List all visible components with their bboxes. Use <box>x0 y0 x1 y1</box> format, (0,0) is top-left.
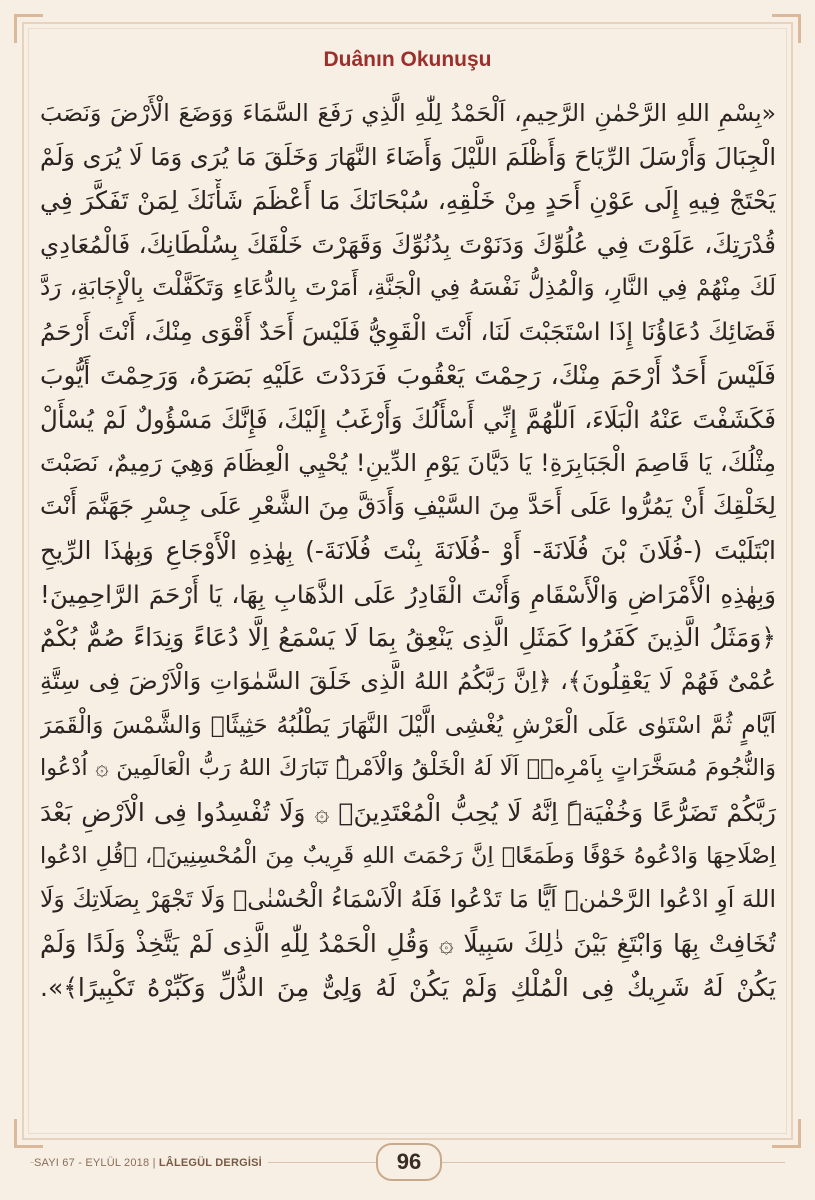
text-line: وَبِهٰذِهِ الْأَمْرَاضِ وَالْأَسْقَامِ وَأَنْتَ الْقَادِرُ عَلَى الذَّهَابِ بِهَا، يَا أَرْحَمَ الرَّاحِمِينَ! <box>40 579 776 609</box>
corner-ornament <box>14 14 43 43</box>
text-line: فَلَيْسَ أَحَدٌ أَرْحَمَ مِنْكَ، رَحِمْتَ يَعْقُوبَ فَرَدَدْتَ عَلَيْهِ بَصَرَهُ، وَرَحِمْتَ أَيُّوبَ <box>40 361 776 391</box>
page-number: 96 <box>376 1143 442 1181</box>
text-line: لَكَ مِنْهُمْ فِي النَّارِ، وَالْمُذِلُّ نَفْسَهُ فِي الْجَنَّةِ، أَمَرْتَ بِالدُّعَاءِ وَتَكَفَّلْتَ بِالْإِجَابَةِ، رَدَّ <box>40 274 776 301</box>
text-line: مِثْلُكَ، يَا قَاصِمَ الْجَبَابِرَةِ! يَا دَيَّانَ يَوْمِ الدِّينِ! يُحْيِي الْعِظَامَ وَهِيَ رَمِيمٌ، نَصَبْتَ <box>40 448 776 477</box>
text-line: اللهَ اَوِ ادْعُوا الرَّحْمٰنَۜ اَيًّا مَا تَدْعُوا فَلَهُ الْاَسْمَاءُ الْحُسْنٰىۚ وَلَا تَجْهَرْ بِصَلَاتِكَ وَلَا <box>40 885 776 914</box>
text-line: ابْتَلَيْتَ (-فُلَانَ بْنَ فُلَانَةَ- أَوْ -فُلَانَةَ بِنْتَ فُلَانَةَ-) بِهٰذِهِ الْأَوْجَاعِ وَبِهٰذَا الرِّيحِ <box>40 535 776 565</box>
magazine-name: LÂLEGÜL DERGİSİ <box>158 1157 262 1169</box>
text-line: الْجِبَالَ وَأَرْسَلَ الرِّيَاحَ وَأَظْلَمَ اللَّيْلَ وَأَضَاءَ النَّهَارَ وَخَلَقَ مَا يُرَى وَمَا لَا يُرَى وَلَمْ <box>40 142 776 171</box>
corner-ornament <box>772 14 801 43</box>
text-line: اِصْلَاحِهَا وَادْعُوهُ خَوْفًا وَطَمَعًاۜ اِنَّ رَحْمَتَ اللهِ قَرِيبٌ مِنَ الْمُحْسِنِينَ﴾، ﴿قُلِ ادْعُوا <box>40 842 776 869</box>
text-line: قَضَائِكَ دُعَاؤُنَا إِذَا اسْتَجَبْتَ لَنَا، أَنْتَ الْقَوِيُّ فَلَيْسَ أَحَدٌ أَقْوَى مِنْكَ، أَنْتَ أَرْحَمُ <box>40 317 776 347</box>
arabic-prayer-text <box>40 92 776 1009</box>
text-line: تُخَافِتْ بِهَا وَابْتَغِ بَيْنَ ذٰلِكَ سَبِيلًا ۞ وَقُلِ الْحَمْدُ لِلّٰهِ الَّذِى لَمْ يَتَّخِذْ وَلَدًا وَلَمْ <box>40 929 776 959</box>
issue-label: SAYI 67 - EYLÜL 2018 <box>34 1157 150 1169</box>
page-title: Duânın Okunuşu <box>323 48 492 71</box>
text-line: رَبَّكُمْ تَضَرُّعًا وَخُفْيَةًۜ اِنَّهُ لَا يُحِبُّ الْمُعْتَدِينَۚ ۞ وَلَا تُفْسِدُوا فِى الْاَرْضِ بَعْدَ <box>40 798 776 827</box>
text-line: عُمْىٌ فَهُمْ لَا يَعْقِلُونَ﴾، ﴿اِنَّ رَبَّكُمُ اللهُ الَّذِى خَلَقَ السَّمٰوَاتِ وَالْاَرْضَ فِى سِتَّةِ <box>40 666 776 695</box>
corner-ornament <box>14 1119 43 1148</box>
text-line: ﴿وَمَثَلُ الَّذِينَ كَفَرُوا كَمَثَلِ الَّذِى يَنْعِقُ بِمَا لَا يَسْمَعُ اِلَّا دُعَاءً وَنِدَاءً صُمٌّ بُكْمٌ <box>40 623 776 653</box>
text-line: «بِسْمِ اللهِ الرَّحْمٰنِ الرَّحِيمِ، اَلْحَمْدُ لِلّٰهِ الَّذِي رَفَعَ السَّمَاءَ وَوَضَعَ الْأَرْضَ وَنَصَبَ <box>40 99 776 127</box>
text-line: فَكَشَفْتَ عَنْهُ الْبَلَاءَ، اَللّٰهُمَّ إِنِّي أَسْأَلُكَ وَأَرْغَبُ إِلَيْكَ، فَإِنَّكَ مَسْؤُولٌ لَمْ يُسْأَلْ <box>40 404 776 434</box>
text-line: قُدْرَتِكَ، عَلَوْتَ فِي عُلُوِّكَ وَدَنَوْتَ بِدُنُوِّكَ وَقَهَرْتَ خَلْقَكَ بِسُلْطَانِكَ، فَالْمُعَادِي <box>40 230 776 260</box>
text-line: يَحْتَجْ فِيهِ إِلَى عَوْنِ أَحَدٍ مِنْ خَلْقِهِ، سُبْحَانَكَ مَا أَعْظَمَ شَأْنَكَ لِمَنْ تَفَكَّرَ فِي <box>40 186 776 216</box>
footer-separator: | <box>152 1157 156 1169</box>
text-line: يَكُنْ لَهُ شَرِيكٌ فِى الْمُلْكِ وَلَمْ يَكُنْ لَهُ وَلِىٌّ مِنَ الذُّلِّ وَكَبِّرْهُ تَكْبِيرًا﴾». <box>40 972 776 1002</box>
footer-info <box>34 1157 268 1169</box>
text-line: لِخَلْقِكَ أَنْ يَمُرُّوا عَلَى أَحَدَّ مِنَ السَّيْفِ وَأَدَقَّ مِنَ الشَّعْرِ عَلَى جِسْرِ جَهَنَّمَ أَنْتَ <box>40 492 776 521</box>
corner-ornament <box>772 1119 801 1148</box>
text-line: وَالنُّجُومَ مُسَخَّرَاتٍ بِاَمْرِهٖۜ اَلَا لَهُ الْخَلْقُ وَالْاَمْرُۜ تَبَارَكَ اللهُ رَبُّ الْعَالَمِينَ ۞ اُدْعُوا <box>40 755 776 782</box>
text-line: اَيَّامٍ ثُمَّ اسْتَوٰى عَلَى الْعَرْشِ يُغْشِى الَّيْلَ النَّهَارَ يَطْلُبُهُ حَثِيثًاۙ وَالشَّمْسَ وَالْقَمَرَ <box>40 710 776 739</box>
